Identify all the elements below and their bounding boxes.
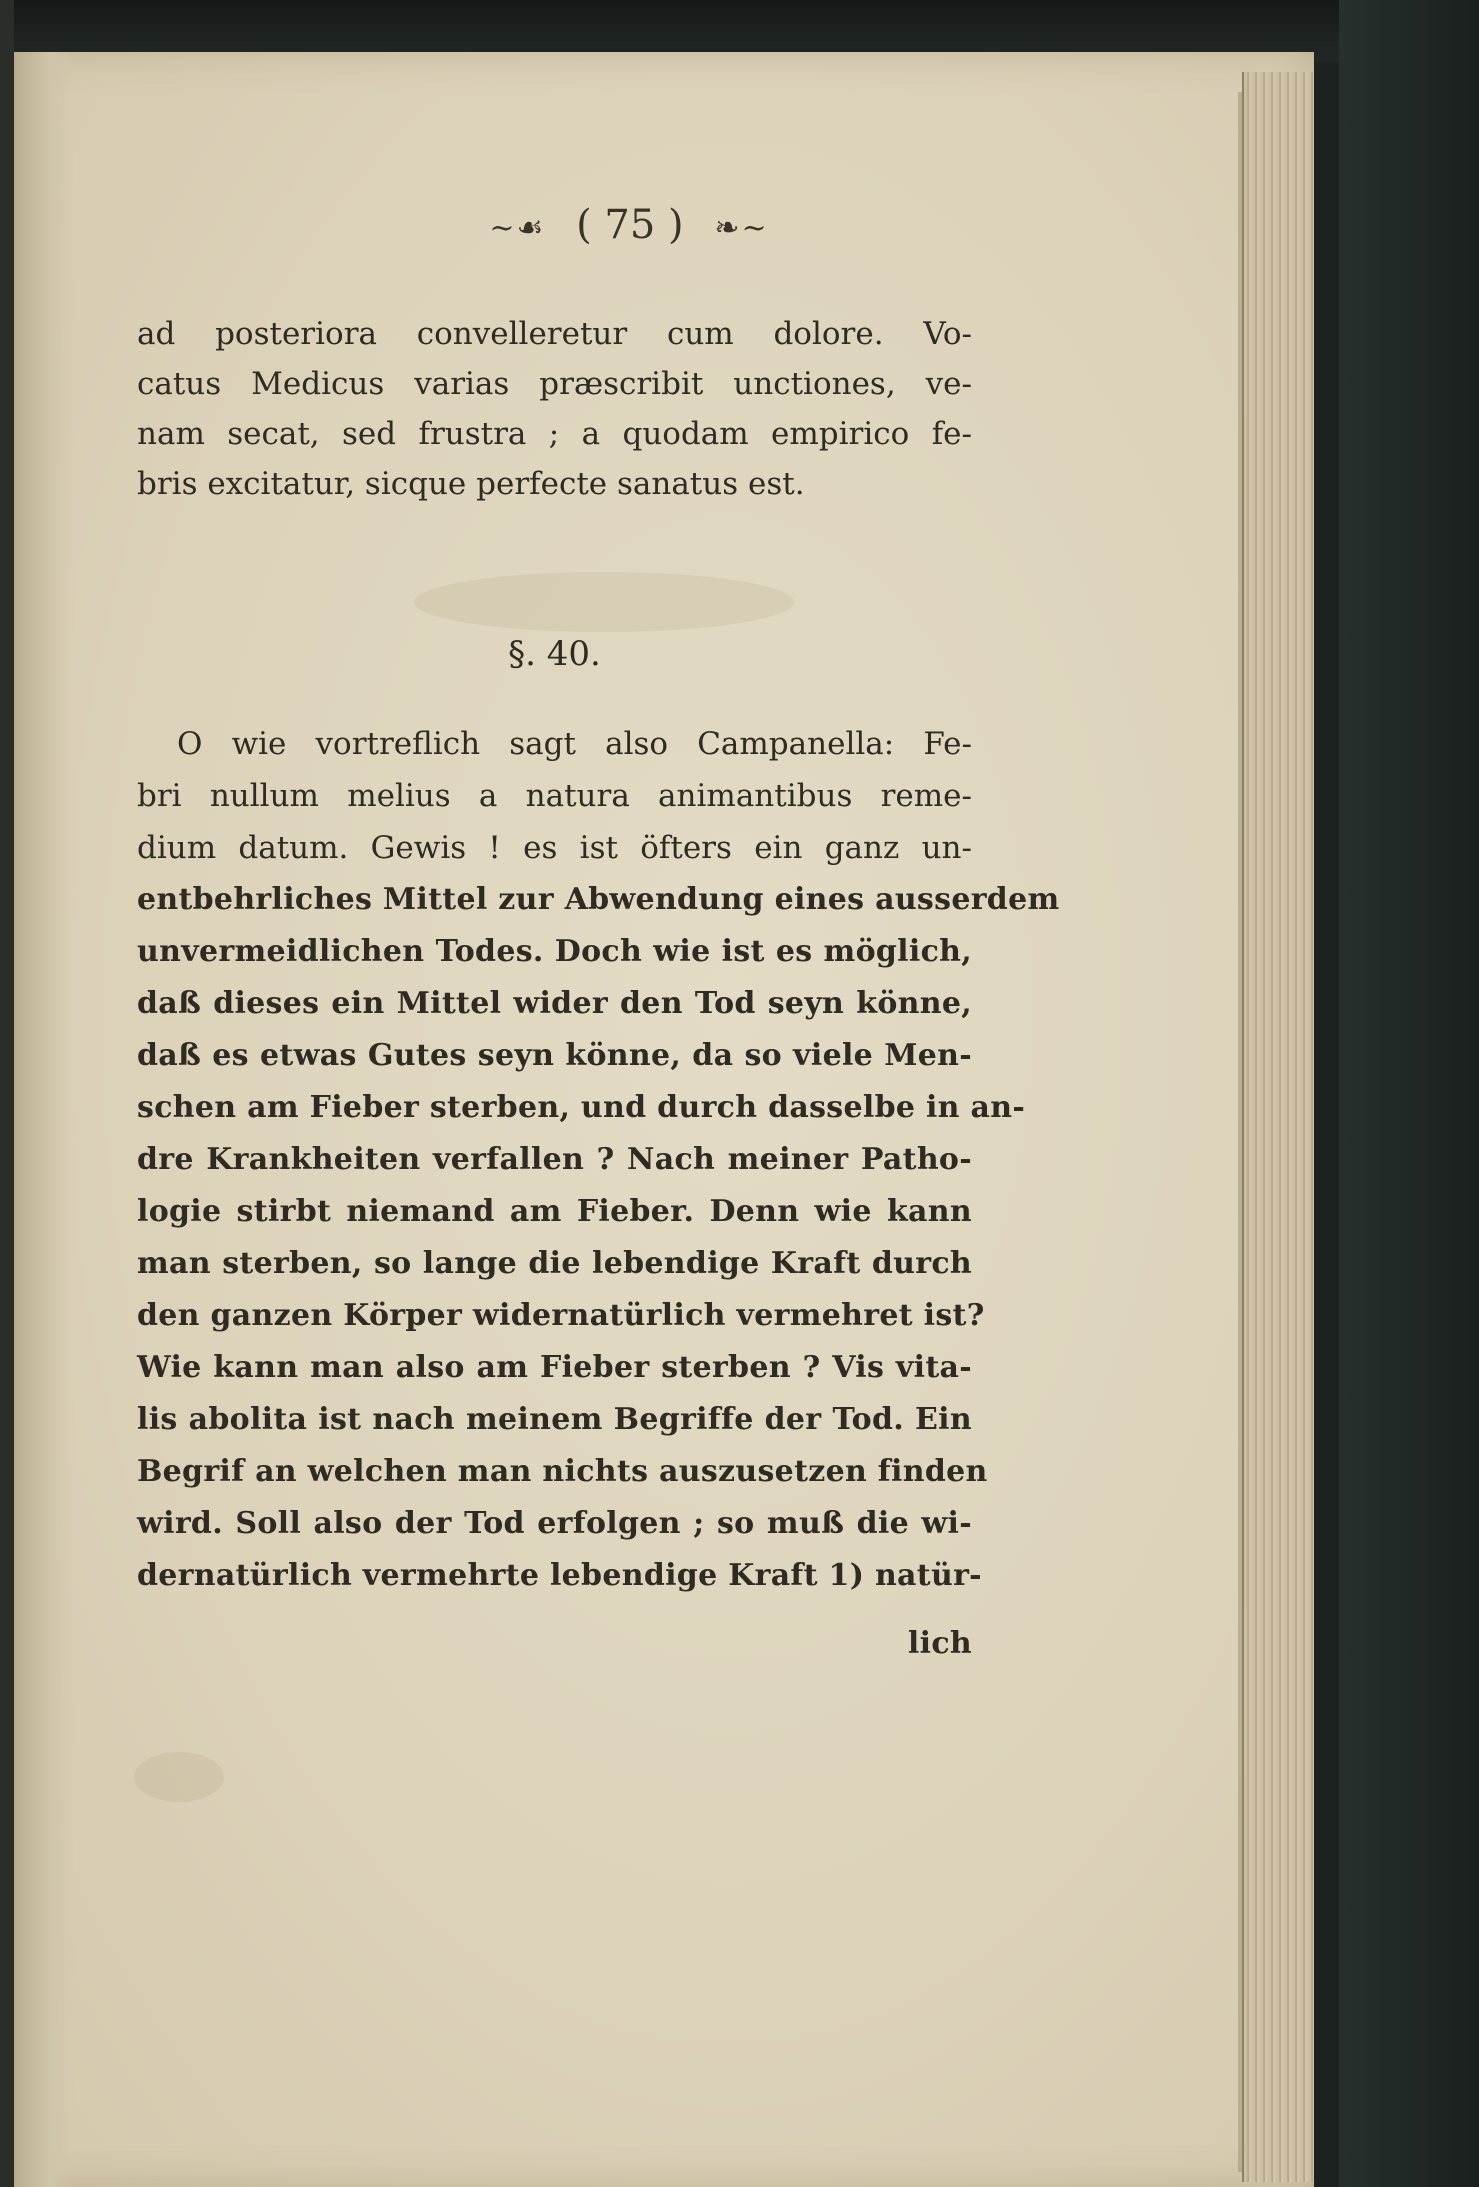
text-line: man sterben, so lange die lebendige Kraft durch [137, 1246, 972, 1281]
paper-page [14, 52, 1314, 2187]
text-line: lis abolita ist nach meinem Begriffe der Tod. Ein [137, 1402, 972, 1437]
text-line: Begrif an welchen man nichts auszusetzen finden [137, 1454, 988, 1489]
text-line: logie stirbt niemand am Fieber. Denn wie kann [137, 1194, 972, 1229]
text-line: O wie vortreflich sagt also Campanella: Fe- [177, 726, 972, 762]
page-number: ( 75 ) [576, 202, 684, 248]
text-line: daß es etwas Gutes seyn könne, da so viele Men- [137, 1038, 972, 1073]
paper-stain [414, 572, 794, 632]
text-line: nam secat, sed frustra ; a quodam empirico fe- [137, 416, 972, 452]
ornament-right-icon: ❧~ [714, 210, 769, 246]
text-line: den ganzen Körper widernatürlich vermehret ist? [137, 1298, 985, 1333]
text-line: dre Krankheiten verfallen ? Nach meiner Patho- [137, 1142, 972, 1177]
text-line: bri nullum melius a natura animantibus reme- [137, 778, 972, 814]
text-line: entbehrliches Mittel zur Abwendung eines ausserdem [137, 882, 1060, 917]
scan-background-left [0, 0, 14, 2187]
text-line: ad posteriora convelleretur cum dolore. Vo- [137, 316, 972, 352]
text-line: schen am Fieber sterben, und durch dasselbe in an- [137, 1090, 1026, 1125]
ornament-left-icon: ~☙ [489, 210, 546, 246]
page-gutter [14, 52, 74, 2187]
page-header [14, 202, 1244, 248]
paper-stain [134, 1752, 224, 1802]
text-line: daß dieses ein Mittel wider den Tod seyn könne, [137, 986, 972, 1021]
section-heading: §. 40. [508, 634, 601, 674]
scan-background-right [1339, 0, 1479, 2187]
catchword: lich [907, 1626, 972, 1661]
text-line: Wie kann man also am Fieber sterben ? Vis vita- [137, 1350, 972, 1385]
text-line: dium datum. Gewis ! es ist öfters ein ganz un- [137, 830, 972, 866]
text-line: wird. Soll also der Tod erfolgen ; so muß die wi- [137, 1506, 972, 1541]
text-line: unvermeidlichen Todes. Doch wie ist es möglich, [137, 934, 972, 969]
page-edges-stack [1242, 72, 1314, 2182]
text-line: dernatürlich vermehrte lebendige Kraft 1) natür- [137, 1558, 982, 1593]
text-line: catus Medicus varias præscribit unctiones, ve- [137, 366, 972, 402]
text-line: bris excitatur, sicque perfecte sanatus est. [137, 466, 805, 502]
